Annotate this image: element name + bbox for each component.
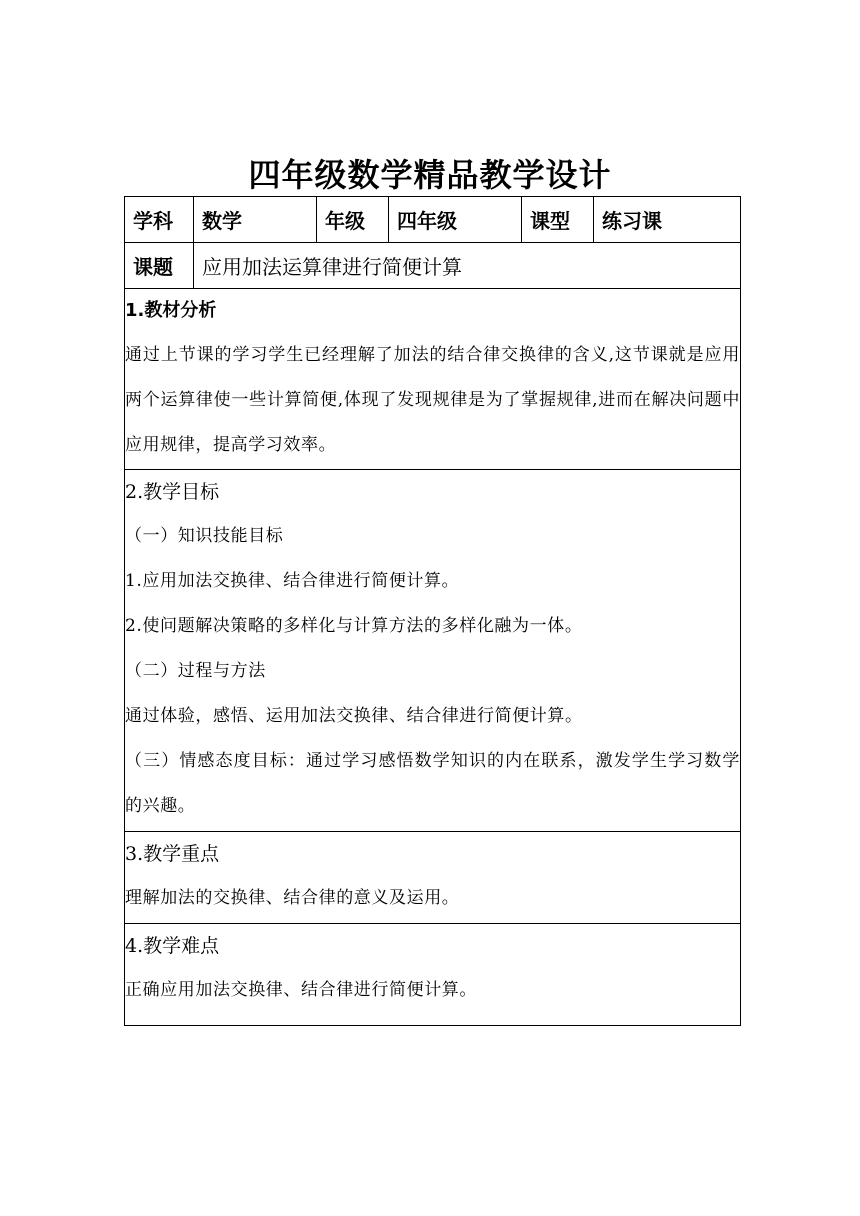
section-difficulties (125, 924, 741, 1026)
header-row-topic (125, 243, 741, 289)
section-key-points (125, 832, 741, 924)
grade-value: 四年级 (389, 197, 522, 243)
goals-item-3: 通过体验，感悟、运用加法交换律、结合律进行简便计算。 (125, 706, 583, 726)
goals-subheading-knowledge: （一）知识技能目标 (125, 526, 284, 546)
goals-item-1: 1.应用加法交换律、结合律进行简便计算。 (125, 571, 460, 591)
page-title: 四年级数学精品教学设计 (248, 156, 612, 194)
section-goals (125, 470, 741, 832)
goals-title: 2.教学目标 (125, 481, 220, 503)
analysis-text: 通过上节课的学习学生已经理解了加法的结合律交换律的含义,这节课就是应用两个运算律使一些计算简便,体现了发现规律是为了掌握规律,进而在解决问题中应用规律，提高学习效率。 (125, 345, 740, 455)
key-points-text: 理解加法的交换律、结合律的意义及运用。 (125, 888, 460, 908)
section-analysis (125, 289, 741, 470)
header-row-info (125, 197, 741, 243)
topic-label: 课题 (125, 243, 194, 289)
lesson-type-value: 练习课 (594, 197, 741, 243)
lesson-plan-table (124, 196, 741, 1026)
grade-label: 年级 (317, 197, 389, 243)
key-points-title: 3.教学重点 (125, 843, 220, 865)
topic-value: 应用加法运算律进行简便计算 (194, 243, 741, 289)
goals-subheading-attitude: （三）情感态度目标：通过学习感悟数学知识的内在联系，激发学生学习数学的兴趣。 (125, 751, 740, 816)
analysis-title: 1.教材分析 (125, 300, 217, 321)
goals-subheading-process: （二）过程与方法 (125, 661, 266, 681)
difficulties-title: 4.教学难点 (125, 935, 220, 957)
subject-value: 数学 (194, 197, 317, 243)
subject-label: 学科 (125, 197, 194, 243)
difficulties-text: 正确应用加法交换律、结合律进行简便计算。 (125, 980, 477, 1000)
lesson-type-label: 课型 (522, 197, 594, 243)
goals-item-2: 2.使问题解决策略的多样化与计算方法的多样化融为一体。 (125, 616, 583, 636)
